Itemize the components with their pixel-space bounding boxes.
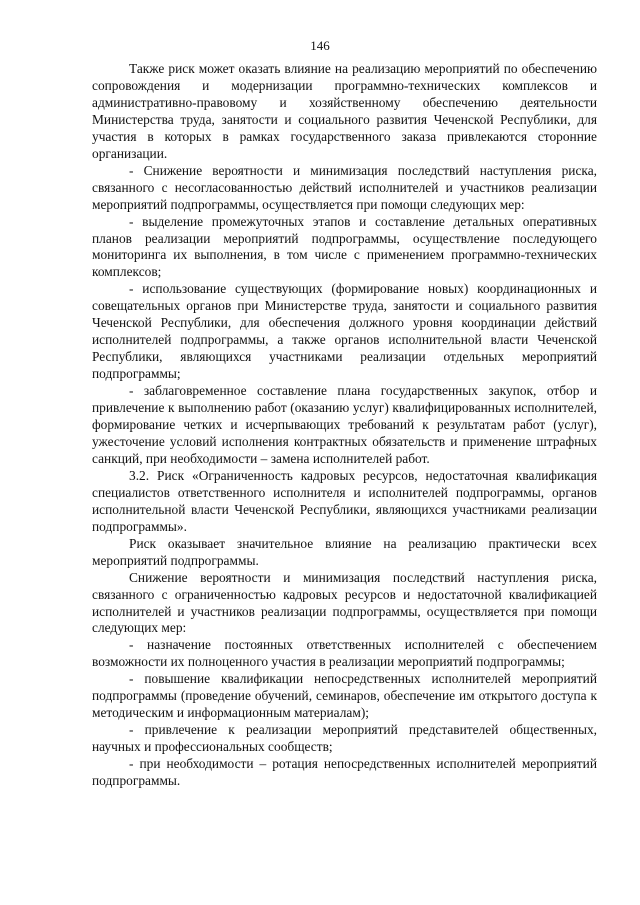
paragraph-risk-influence: Риск оказывает значительное влияние на реализацию практически всех мероприятий подпрограммы. <box>92 535 597 568</box>
list-item-procurement: - заблаговременное составление плана государственных закупок, отбор и привлечение к выполнению работ (оказанию услуг) квалифицированных исполнителей, формирование четких и исчерпывающих требований к результатам работ (услуг), ужесточение условий исполнения контрактных обязательств и применение штрафных санкций, при необходимости – замена исполнителей работ. <box>92 383 597 466</box>
page-number: 146 <box>310 38 330 53</box>
paragraph-coordination-measures: - Снижение вероятности и минимизация последствий наступления риска, связанного с несогласованностью действий исполнителей и участников реализации мероприятий подпрограммы, осуществляется при помощи следующих мер: <box>92 162 597 212</box>
list-item-communities: - привлечение к реализации мероприятий представителей общественных, научных и профессиональных сообществ; <box>92 722 597 755</box>
paragraph-risk-3-2: 3.2. Риск «Ограниченность кадровых ресурсов, недостаточная квалификация специалистов ответственного исполнителя и исполнителей подпрограммы, органов исполнительной власти Чеченской Республики, являющихся участниками реализации подпрограммы». <box>92 467 597 534</box>
list-item-coordination-bodies: - использование существующих (формирование новых) координационных и совещательных органов при Министерстве труда, занятости и социального развития Чеченской Республики, для обеспечения должного уровня координации действий исполнителей подпрограммы, а также органов исполнительной власти Чеченской Республики, являющихся участниками реализации отдельных мероприятий подпрограммы; <box>92 281 597 382</box>
body-text <box>92 61 597 790</box>
paragraph-risk-intro: Также риск может оказать влияние на реализацию мероприятий по обеспечению сопровождения и модернизации программно-технических комплексов и административно-правовому и хозяйственному обеспечению деятельности Министерства труда, занятости и социального развития Чеченской Республики, для участия в которых в рамках государственного заказа привлекаются сторонние организации. <box>92 61 597 161</box>
list-item-rotation: - при необходимости – ротация непосредственных исполнителей мероприятий подпрограммы. <box>92 756 597 789</box>
list-item-planning: - выделение промежуточных этапов и составление детальных оперативных планов реализации мероприятий подпрограммы, осуществление последующего мониторинга их выполнения, в том числе с применением программно-технических комплексов; <box>92 213 597 280</box>
list-item-qualification: - повышение квалификации непосредственных исполнителей мероприятий подпрограммы (проведение обучений, семинаров, обеспечение им открытого доступа к методическим и информационным материалам); <box>92 671 597 721</box>
list-item-assign-executors: - назначение постоянных ответственных исполнителей с обеспечением возможности их полноценного участия в реализации мероприятий подпрограммы; <box>92 637 597 670</box>
paragraph-staff-measures: Снижение вероятности и минимизация последствий наступления риска, связанного с ограниченностью кадровых ресурсов и недостаточной квалификацией исполнителей и участников реализации подпрограммы, осуществляется при помощи следующих мер: <box>92 569 597 636</box>
